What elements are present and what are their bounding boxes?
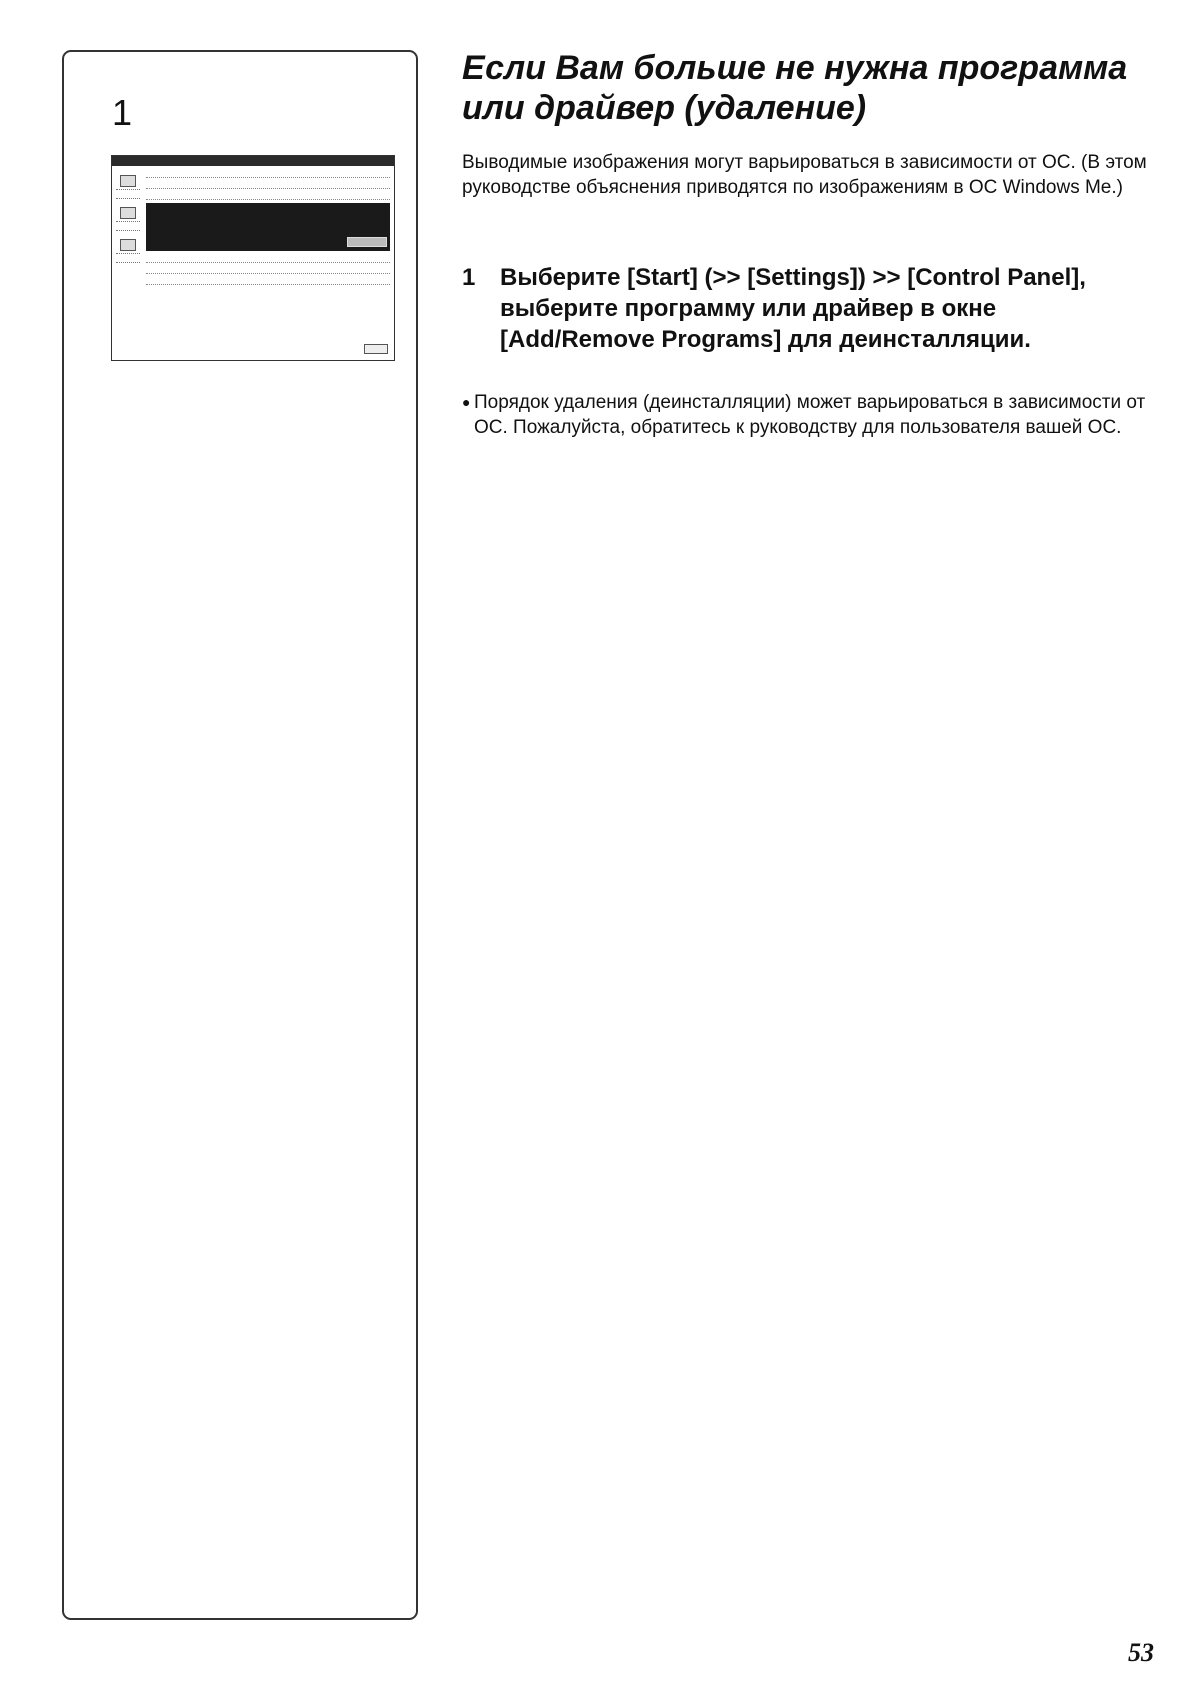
mini-list-row (146, 266, 390, 274)
panel-step-number: 1 (112, 92, 133, 133)
mini-selected-program (146, 203, 390, 251)
mini-list-row (146, 255, 390, 263)
mini-list-row (146, 277, 390, 285)
illustration-panel (62, 50, 418, 1620)
change-remove-programs-icon (120, 175, 136, 187)
mini-sidebar-label (116, 189, 140, 199)
step-instruction (462, 262, 1152, 355)
intro-paragraph: Выводимые изображения могут варьироваться в зависимости от ОС. (В этом руководстве объяснения приводятся по изображениям в ОС Windows Me.) (462, 152, 1147, 198)
mini-sidebar-label (116, 253, 140, 263)
page-number: 53 (1128, 1638, 1154, 1667)
mini-change-remove-button (347, 237, 387, 247)
page-title: Если Вам больше не нужна программа или драйвер (удаление) (462, 49, 1128, 127)
mini-close-button (364, 344, 388, 354)
mini-window-sidebar (113, 167, 143, 277)
add-remove-components-icon (120, 239, 136, 251)
add-new-programs-icon (120, 207, 136, 219)
bullet-icon: ● (462, 394, 471, 410)
step-number: 1 (462, 264, 476, 291)
step-text: Выберите [Start] (>> [Settings]) >> [Control Panel], выберите программу или драйвер в окне [Add/Remove Programs] для деинсталляции. (500, 264, 1086, 353)
mini-list-row (146, 192, 390, 200)
mini-sidebar-label (116, 221, 140, 231)
mini-program-list (146, 170, 390, 288)
mini-list-row (146, 181, 390, 189)
note-text: Порядок удаления (деинсталляции) может варьироваться в зависимости от ОС. Пожалуйста, обратитесь к руководству для пользователя вашей ОС. (474, 392, 1146, 438)
mini-list-row (146, 170, 390, 178)
add-remove-programs-screenshot (111, 155, 395, 361)
mini-window-titlebar (112, 156, 394, 166)
note-item (462, 390, 1152, 440)
